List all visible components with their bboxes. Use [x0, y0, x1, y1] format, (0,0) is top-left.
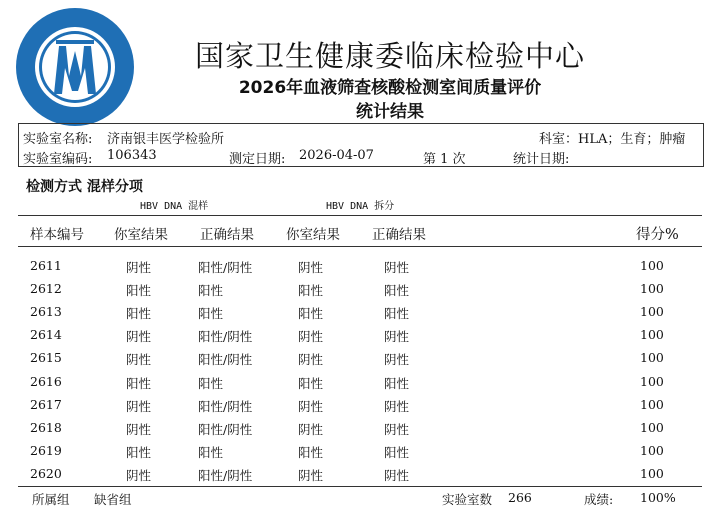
table-cell-correct-result-2: 阴性 [384, 398, 410, 414]
table-cell-your-result-1: 阴性 [126, 260, 152, 275]
table-cell-score: 100 [640, 465, 664, 481]
test-date: 2026-04-07 [299, 148, 374, 163]
table-cell-correct-result-2: 阳性 [384, 444, 410, 460]
lab-name: 济南银丰医学检验所 [107, 132, 225, 147]
table-cell-correct-result-1: 阳性 [198, 283, 224, 299]
table-cell-correct-result-1: 阳性/阴性 [198, 421, 253, 437]
table-cell-your-result-1: 阴性 [126, 467, 152, 483]
table-cell-your-result-1: 阳性 [126, 375, 152, 391]
table-cell-your-result-2: 阳性 [298, 306, 324, 322]
table-cell-score: 100 [640, 373, 664, 389]
table-cell-correct-result-1: 阳性/阴性 [198, 398, 253, 414]
department: 科室：HLA；生育；肿瘤 [539, 132, 686, 147]
table-cell-correct-result-1: 阳性 [198, 444, 224, 460]
table-top-rule [18, 215, 702, 216]
table-cell-sample-id: 2620 [30, 465, 62, 481]
col-header-score: 得分% [636, 227, 679, 243]
stat-date-label: 统计日期: [513, 152, 570, 167]
table-cell-score: 100 [640, 396, 664, 412]
round-number: 第 1 次 [423, 152, 466, 167]
table-cell-correct-result-1: 阳性/阴性 [198, 260, 253, 275]
table-cell-score: 100 [640, 419, 664, 435]
table-cell-sample-id: 2615 [30, 350, 62, 366]
org-title: 国家卫生健康委临床检验中心 [194, 39, 585, 73]
col-header-sample: 样本编号 [30, 227, 84, 243]
table-cell-correct-result-2: 阳性 [384, 306, 410, 322]
table-cell-score: 100 [640, 327, 664, 343]
table-cell-correct-result-1: 阳性/阴性 [198, 329, 253, 345]
table-cell-correct-result-2: 阴性 [384, 329, 410, 345]
table-cell-your-result-2: 阴性 [298, 398, 324, 414]
table-cell-correct-result-2: 阴性 [384, 352, 410, 368]
lab-code-label: 实验室编码: [23, 152, 93, 167]
table-cell-correct-result-2: 阳性 [384, 283, 410, 299]
table-cell-your-result-2: 阴性 [298, 467, 324, 483]
table-cell-score: 100 [640, 350, 664, 366]
table-cell-your-result-2: 阳性 [298, 444, 324, 460]
table-cell-your-result-2: 阴性 [298, 421, 324, 437]
table-cell-correct-result-2: 阴性 [384, 467, 410, 483]
table-cell-correct-result-1: 阳性/阴性 [198, 352, 253, 368]
table-cell-correct-result-2: 阳性 [384, 375, 410, 391]
col-header-correct-result-1: 正确结果 [200, 227, 254, 243]
group2-label: HBV DNA 拆分 [326, 201, 395, 212]
table-cell-sample-id: 2613 [30, 304, 62, 320]
report-subtitle: 2026年血液筛查核酸检测室间质量评价 [238, 78, 542, 98]
table-cell-sample-id: 2612 [30, 281, 62, 297]
table-cell-your-result-2: 阴性 [298, 260, 324, 275]
group1-label: HBV DNA 混样 [140, 201, 209, 212]
score-label: 成绩: [584, 492, 614, 507]
test-date-label: 测定日期: [229, 152, 286, 167]
table-cell-score: 100 [640, 442, 664, 458]
table-cell-your-result-1: 阴性 [126, 421, 152, 437]
table-cell-your-result-1: 阴性 [126, 398, 152, 414]
table-cell-sample-id: 2616 [30, 373, 62, 389]
lab-code: 106343 [107, 148, 157, 163]
table-cell-score: 100 [640, 258, 664, 273]
table-cell-correct-result-2: 阴性 [384, 260, 410, 275]
table-cell-sample-id: 2617 [30, 396, 62, 412]
table-cell-score: 100 [640, 304, 664, 320]
table-cell-your-result-1: 阳性 [126, 444, 152, 460]
table-cell-sample-id: 2618 [30, 419, 62, 435]
lab-name-label: 实验室名称: [23, 132, 93, 147]
col-header-correct-result-2: 正确结果 [372, 227, 426, 243]
table-cell-correct-result-1: 阳性/阴性 [198, 467, 253, 483]
table-bottom-rule [18, 486, 702, 487]
table-cell-your-result-2: 阴性 [298, 352, 324, 368]
table-cell-your-result-1: 阴性 [126, 352, 152, 368]
table-cell-your-result-2: 阴性 [298, 329, 324, 345]
col-header-your-result-2: 你室结果 [286, 227, 340, 243]
table-cell-sample-id: 2619 [30, 442, 62, 458]
table-cell-your-result-1: 阴性 [126, 329, 152, 345]
table-cell-your-result-1: 阳性 [126, 283, 152, 299]
table-cell-correct-result-1: 阳性 [198, 375, 224, 391]
lab-count: 266 [508, 490, 532, 505]
table-cell-your-result-2: 阳性 [298, 375, 324, 391]
table-cell-your-result-2: 阳性 [298, 283, 324, 299]
table-cell-your-result-1: 阳性 [126, 306, 152, 322]
table-cell-sample-id: 2614 [30, 327, 62, 343]
table-header-rule [18, 246, 702, 247]
group-label: 所属组 [32, 492, 70, 507]
table-cell-correct-result-1: 阳性 [198, 306, 224, 322]
group-value: 缺省组 [94, 492, 132, 507]
score-value: 100% [640, 490, 676, 505]
section-title: 检测方式 混样分项 [26, 179, 143, 195]
table-cell-score: 100 [640, 281, 664, 297]
table-cell-sample-id: 2611 [30, 258, 62, 273]
lab-count-label: 实验室数 [442, 492, 493, 507]
col-header-your-result-1: 你室结果 [114, 227, 168, 243]
report-title: 统计结果 [356, 102, 424, 122]
table-cell-correct-result-2: 阴性 [384, 421, 410, 437]
lab-info-box [18, 123, 704, 167]
